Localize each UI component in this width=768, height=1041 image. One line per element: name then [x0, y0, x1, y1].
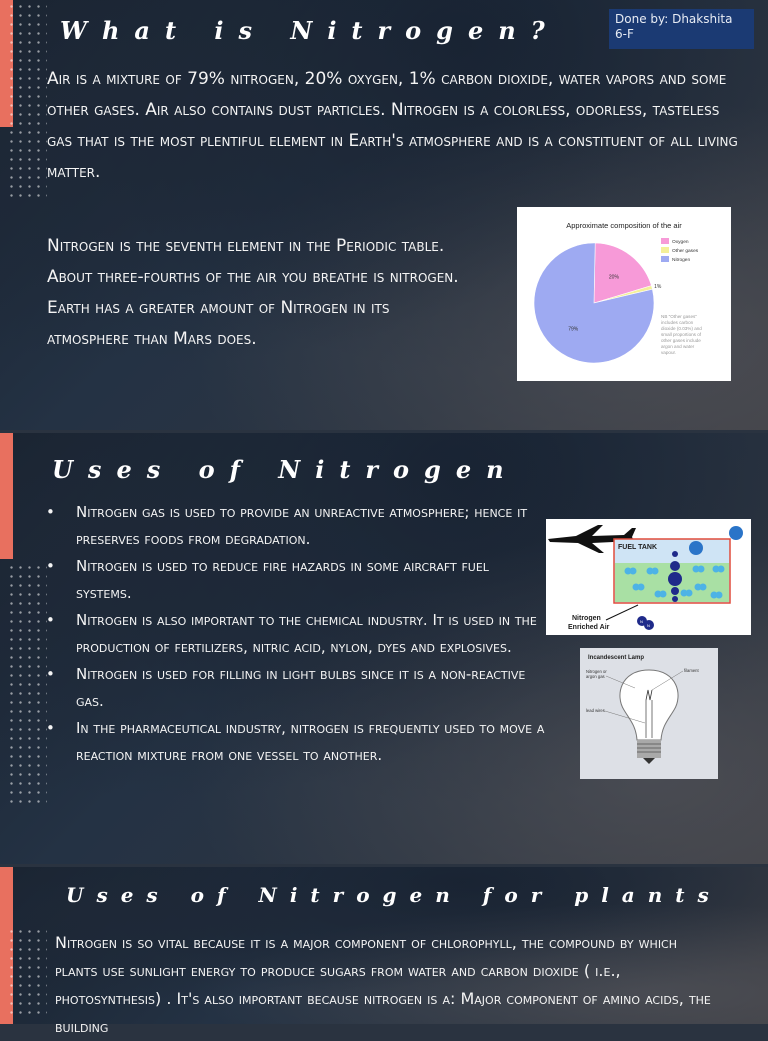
slide-title: What is Nitrogen?: [60, 16, 560, 45]
slide-title: Uses of Nitrogen: [52, 455, 519, 484]
legend-swatch: [661, 256, 669, 262]
bubble: [670, 561, 680, 571]
legend-label: Oxygen: [672, 240, 689, 245]
bubble: [672, 596, 678, 602]
legend-label: Other gases: [672, 249, 699, 254]
dot-pattern: [7, 563, 47, 803]
list-item: • Nitrogen is used to reduce fire hazards in some aircraft fuel systems.: [46, 553, 546, 607]
list-item: • In the pharmaceutical industry, nitrogen is frequently used to move a reaction mixture from one vessel to another.: [46, 715, 546, 769]
slide-title: Uses of Nitrogen for plants: [66, 883, 722, 907]
air-composition-chart: [517, 207, 731, 381]
tank-label: FUEL TANK: [618, 544, 658, 551]
list-item: • Nitrogen gas is used to provide an unreactive atmosphere; hence it preserves foods from degradation.: [46, 499, 546, 553]
credit-box: Done by: Dhakshita 6-F: [609, 9, 754, 49]
intro-paragraph: Air is a mixture of 79% nitrogen, 20% oxygen, 1% carbon dioxide, water vapors and some other gases. Air also contains dust particles. Nitrogen is a colorless, odorless, tasteless gas that is the most plentiful element in Earth's atmosphere and is a constituent of all living matter.: [47, 69, 738, 182]
uses-list: [46, 499, 546, 769]
n-label: N: [640, 619, 643, 624]
chart-note: NB "Other gases" includes carbon dioxide (0.03%) and small proportions of other gases include argon and water vapour.: [661, 314, 702, 355]
lamp-title: Incandescent Lamp: [588, 655, 645, 661]
inlet-label: Nitrogen Enriched Air: [568, 615, 610, 631]
slice-label: 20%: [608, 274, 619, 281]
bubble: [671, 587, 679, 595]
bubble: [672, 551, 678, 557]
dot-pattern: [7, 927, 47, 1017]
fuel-tank-svg: [546, 519, 751, 635]
legend-label: Nitrogen: [672, 258, 691, 263]
slice-label: 1%: [654, 283, 662, 290]
accent-bar: [0, 433, 13, 559]
aircraft-fuel-tank-diagram: [546, 519, 751, 635]
legend-swatch: [661, 247, 669, 253]
list-item: • Nitrogen is used for filling in light bulbs since it is a non-reactive gas.: [46, 661, 546, 715]
filament-label: filament: [684, 668, 699, 673]
pie-chart-svg: [517, 207, 731, 381]
chart-title: Approximate composition of the air: [566, 221, 682, 230]
lamp-svg: [580, 648, 718, 779]
n-label: N: [647, 623, 650, 628]
incandescent-lamp-diagram: [580, 648, 718, 779]
gas-label: Nitrogen or argon gas: [586, 669, 607, 679]
lead-wires-label: lead wires: [586, 708, 605, 713]
bubble: [668, 572, 682, 586]
slide-what-is-nitrogen: [0, 0, 768, 430]
slide-uses-for-plants: [0, 867, 768, 1036]
slide-uses-of-nitrogen: [0, 433, 768, 864]
light-bulb-icon: [620, 670, 678, 764]
slice-label: 79%: [568, 326, 579, 333]
dot-pattern: [7, 2, 47, 202]
list-item: • Nitrogen is also important to the chemical industry. It is used in the production of fertilizers, nitric acid, nylon, dyes and explosives.: [46, 607, 546, 661]
periodic-paragraph: Nitrogen is the seventh element in the Periodic table. About three-fourths of the air you breathe is nitrogen. Earth has a greater amount of Nitrogen in its atmosphere than Mars does.: [47, 236, 459, 349]
legend-swatch: [661, 238, 669, 244]
plants-paragraph: Nitrogen is so vital because it is a major component of chlorophyll, the compound by which plants use sunlight energy to produce sugars from water and carbon dioxide ( i.e., photosynthesis) . It's also important because nitrogen is a: Major component of amino acids, the building: [55, 933, 711, 1036]
